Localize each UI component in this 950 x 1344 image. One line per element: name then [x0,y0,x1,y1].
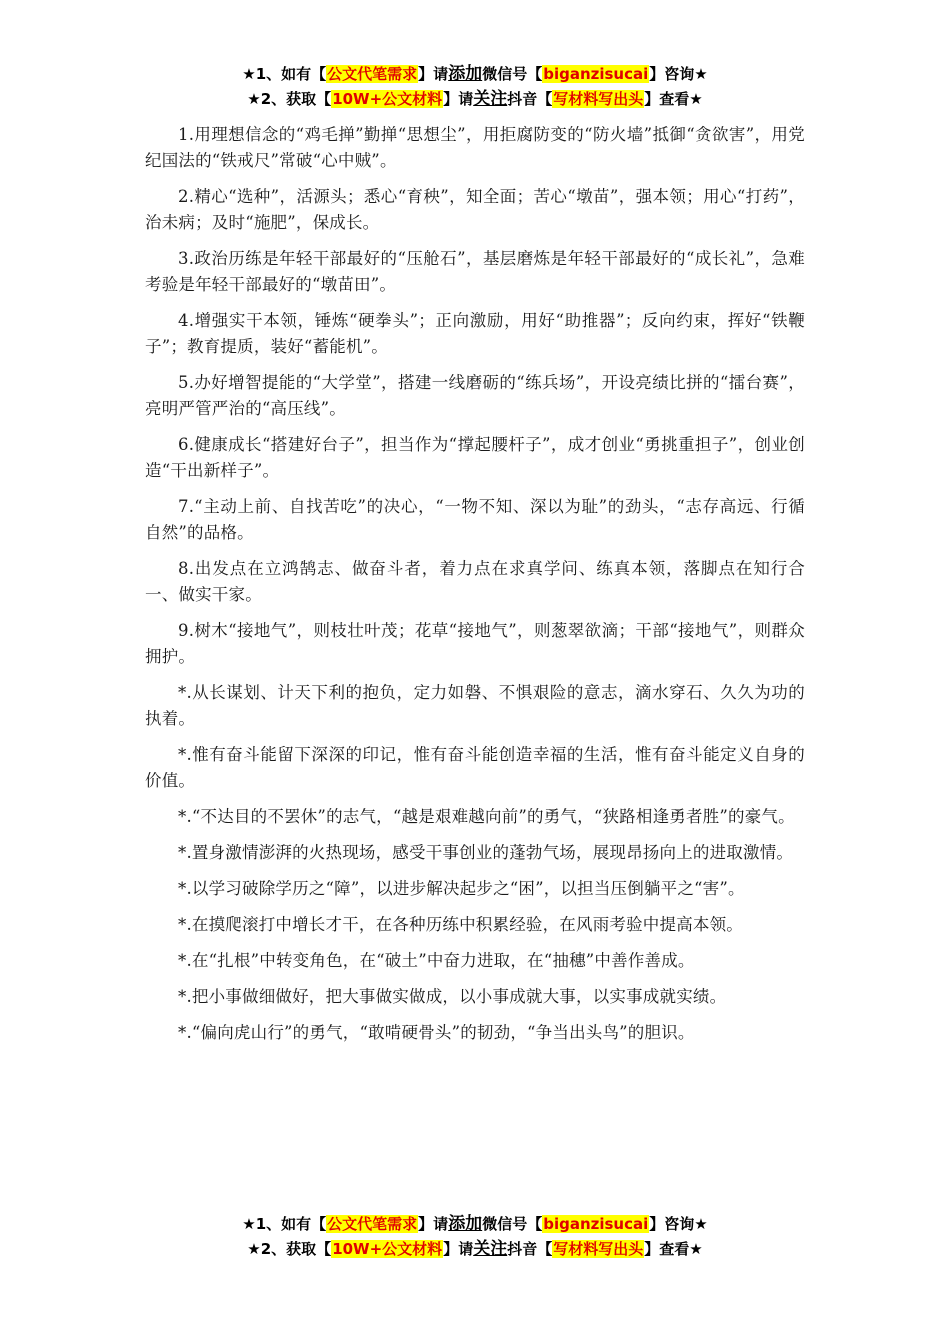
banner-underline: 关注 [473,89,508,109]
list-item: 3.政治历练是年轻干部最好的“压舱石”，基层磨炼是年轻干部最好的“成长礼”，急难考验是年轻干部最好的“墩苗田”。 [145,249,805,294]
top-banner [145,62,805,112]
banner-underline: 添加 [448,64,483,84]
banner-highlight: 公文代笔需求 [327,1215,418,1233]
list-item: 2.精心“选种”，活源头；悉心“育秧”，知全面；苦心“墩苗”，强本领；用心“打药”，治未病；及时“施肥”，保成长。 [145,187,805,232]
list-item: 7.“主动上前、自找苦吃”的决心，“一物不知、深以为耻”的劲头，“志存高远、行循自然”的品格。 [145,497,805,542]
banner-highlight: 10W+公文材料 [332,1240,443,1258]
banner-douyin-id: 写材料写出头 [553,1240,644,1258]
list-item: 4.增强实干本领，锤炼“硬拳头”；正向激励，用好“助推器”；反向约束，挥好“铁鞭子”；教育提质，装好“蓄能机”。 [145,311,805,356]
bottom-banner [145,1212,805,1262]
banner-text: 微信号【 [482,1215,543,1233]
banner-line-1 [145,62,805,87]
list-item: *.在摸爬滚打中增长才干，在各种历练中积累经验，在风雨考验中提高本领。 [178,915,743,934]
list-item: *.惟有奋斗能留下深深的印记，惟有奋斗能创造幸福的生活，惟有奋斗能定义自身的价值。 [145,745,805,790]
list-item: *.从长谋划、计天下利的抱负，定力如磐、不惧艰险的意志，滴水穿石、久久为功的执着。 [145,683,805,728]
list-item: *.把小事做细做好，把大事做实做成，以小事成就大事，以实事成就实绩。 [178,987,727,1006]
list-item: *.“偏向虎山行”的勇气，“敢啃硬骨头”的韧劲，“争当出头鸟”的胆识。 [178,1023,695,1042]
banner-text: 】请 [443,90,474,108]
list-item: *.置身激情澎湃的火热现场，感受干事创业的蓬勃气场，展现昂扬向上的进取激情。 [178,843,794,862]
banner-text: ★2、获取【 [247,1240,332,1258]
banner-underline: 添加 [448,1214,483,1234]
banner-text: 】查看★ [644,1240,703,1258]
banner-highlight: 公文代笔需求 [327,65,418,83]
banner-line-2 [145,87,805,112]
banner-text: 】请 [443,1240,474,1258]
banner-underline: 关注 [473,1239,508,1259]
list-item: 6.健康成长“搭建好台子”，担当作为“撑起腰杆子”，成才创业“勇挑重担子”，创业创造“干出新样子”。 [145,435,805,480]
banner-text: 】查看★ [644,90,703,108]
banner-text: 微信号【 [482,65,543,83]
list-item: *.以学习破除学历之“障”，以进步解决起步之“困”，以担当压倒躺平之“害”。 [178,879,745,898]
list-item: 8.出发点在立鸿鹄志、做奋斗者，着力点在求真学问、练真本领，落脚点在知行合一、做实干家。 [145,559,805,604]
list-item: *.在“扎根”中转变角色，在“破土”中奋力进取，在“抽穗”中善作善成。 [178,951,695,970]
banner-wechat-id: biganzisucai [543,1215,649,1233]
list-item: 9.树木“接地气”，则枝壮叶茂；花草“接地气”，则葱翠欲滴；干部“接地气”，则群众拥护。 [145,621,805,666]
banner-text: 抖音【 [507,1240,553,1258]
banner-douyin-id: 写材料写出头 [553,90,644,108]
banner-text: ★2、获取【 [247,90,332,108]
banner-highlight: 10W+公文材料 [332,90,443,108]
banner-text: ★1、如有【 [242,1215,327,1233]
banner-wechat-id: biganzisucai [543,65,649,83]
banner-text: 】请 [418,1215,449,1233]
list-item: *.“不达目的不罢休”的志气，“越是艰难越向前”的勇气，“狭路相逢勇者胜”的豪气。 [178,807,795,826]
banner-text: 】咨询★ [649,65,708,83]
banner-line-2 [145,1237,805,1262]
list-item: 1.用理想信念的“鸡毛掸”勤掸“思想尘”，用拒腐防变的“防火墙”抵御“贪欲害”，用党纪国法的“铁戒尺”常破“心中贼”。 [145,125,805,170]
phrase-list [145,122,805,1046]
banner-text: 抖音【 [507,90,553,108]
banner-line-1 [145,1212,805,1237]
banner-text: ★1、如有【 [242,65,327,83]
banner-text: 】请 [418,65,449,83]
banner-text: 】咨询★ [649,1215,708,1233]
list-item: 5.办好增智提能的“大学堂”，搭建一线磨砺的“练兵场”，开设亮绩比拼的“擂台赛”，亮明严管严治的“高压线”。 [145,373,805,418]
